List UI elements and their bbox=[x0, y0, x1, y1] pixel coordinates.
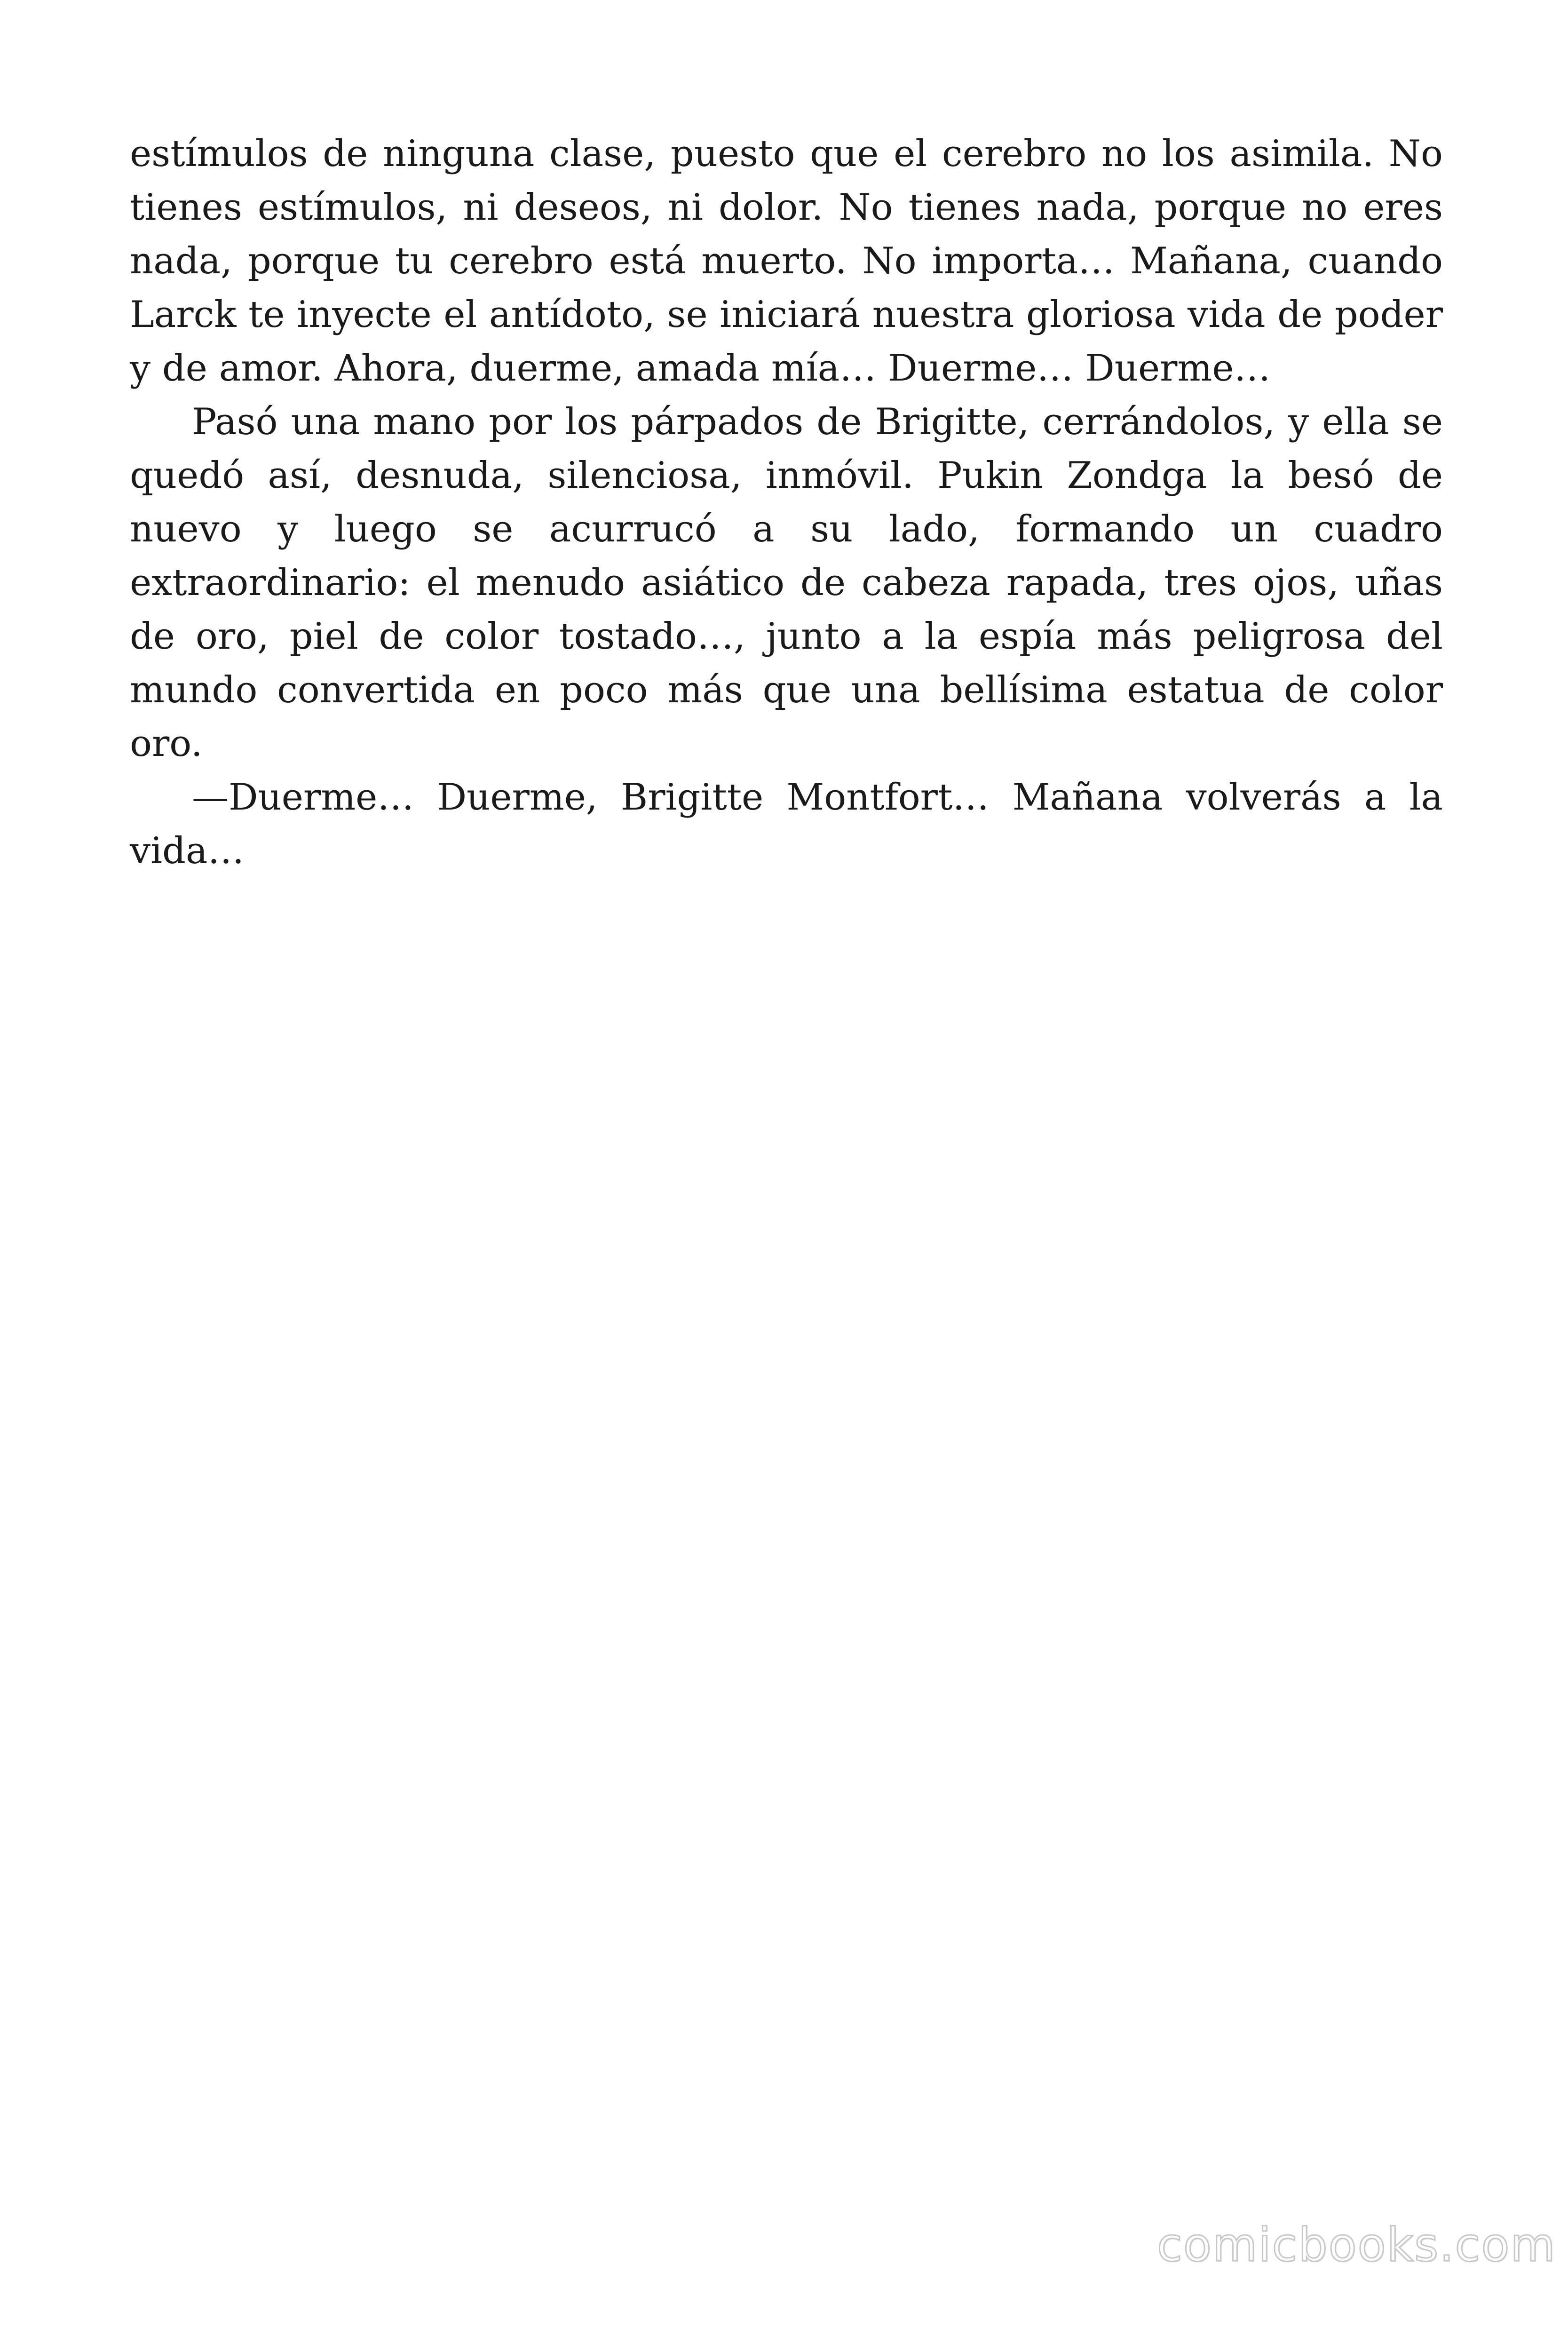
paragraph-dialogue: —Duerme… Duerme, Brigitte Montfort… Mañana volverás a la vida… bbox=[130, 776, 1443, 872]
body-text bbox=[130, 127, 1443, 878]
paragraph-continuation: estímulos de ninguna clase, puesto que el cerebro no los asimila. No tienes estímulos, ni deseos, ni dolor. No tienes nada, porque no eres nada, porque tu cerebro está muerto. No importa… Mañana, cuando Larck te inyecte el antídoto, se iniciará nuestra gloriosa vida de poder y de amor. Ahora, duerme, amada mía… Duerme… Duerme… bbox=[130, 133, 1443, 389]
paragraph-narration: Pasó una mano por los párpados de Brigitte, cerrándolos, y ella se quedó así, desnuda, silenciosa, inmóvil. Pukin Zondga la besó de nuevo y luego se acurrucó a su lado, formando un cuadro extraordinario: el menudo asiático de cabeza rapada, tres ojos, uñas de oro, piel de color tostado…, junto a la espía más peligrosa del mundo convertida en poco más que una bellísima estatua de color oro. bbox=[130, 401, 1443, 765]
watermark: comicbooks.com bbox=[1157, 2218, 1556, 2272]
